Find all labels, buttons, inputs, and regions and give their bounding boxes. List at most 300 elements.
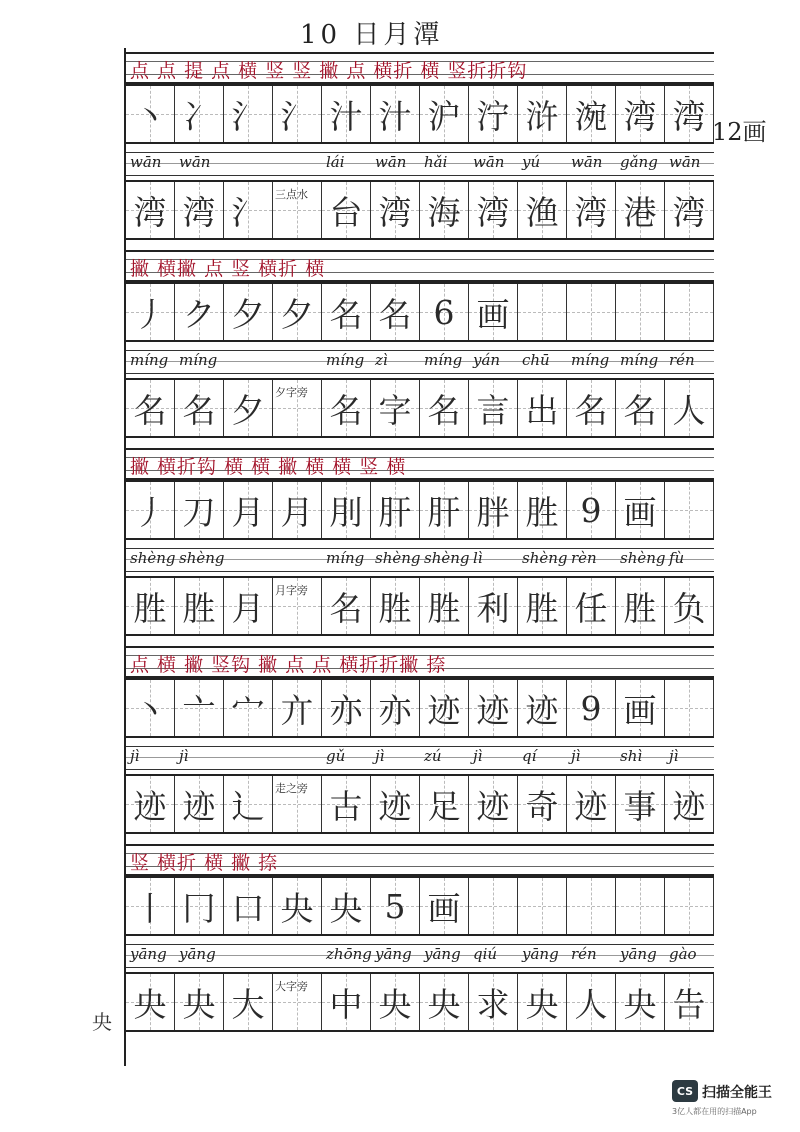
grid-cell: [322, 578, 371, 634]
word-char: 足: [427, 786, 461, 826]
pinyin-text: yāng: [375, 945, 412, 963]
word-char: 湾: [378, 192, 412, 232]
word-char: 求: [476, 984, 510, 1024]
radical-name-label: 夕字旁: [275, 386, 308, 399]
word-char: 夕: [231, 390, 265, 430]
pinyin-text: rén: [571, 945, 597, 963]
stroke-count-annotation: 12画: [712, 118, 767, 146]
grid-cell: [273, 974, 322, 1030]
margin-note: 央: [92, 1010, 112, 1034]
grid-cell: [224, 182, 273, 238]
grid-cell: [567, 578, 616, 634]
grid-cell: [175, 680, 224, 736]
grid-cell: [616, 182, 665, 238]
pinyin-text: jì: [375, 747, 385, 765]
progression-char: 丿: [133, 294, 167, 334]
grid-cell: [322, 380, 371, 436]
progression-char: 丿: [133, 492, 167, 532]
page-title: 10 日月潭: [300, 20, 444, 50]
grid-cell: [371, 182, 420, 238]
word-char: 奇: [525, 786, 559, 826]
word-char: 胜: [427, 588, 461, 628]
pinyin-text: yāng: [424, 945, 461, 963]
grid-cell: [126, 776, 175, 832]
pinyin-text: shèng: [375, 549, 421, 567]
progression-char: 月: [231, 492, 265, 532]
stroke-names: 撇 横折钩 横 横 撇 横 横 竖 横: [130, 456, 407, 478]
grid-cell: [126, 284, 175, 340]
word-char: 名: [182, 390, 216, 430]
pinyin-text: jì: [473, 747, 483, 765]
grid-cell: [126, 380, 175, 436]
grid-cell: [518, 680, 567, 736]
word-char: 央: [133, 984, 167, 1024]
stroke-progression-row: [126, 876, 714, 936]
word-char: 名: [133, 390, 167, 430]
grid-cell: [567, 380, 616, 436]
grid-cell: [175, 482, 224, 538]
grid-cell: [371, 380, 420, 436]
worksheet: [124, 48, 714, 1066]
progression-char: 月: [280, 492, 314, 532]
grid-cell: [665, 776, 714, 832]
grid-cell: [420, 974, 469, 1030]
grid-cell: [322, 182, 371, 238]
grid-cell: [273, 482, 322, 538]
progression-char: 浒: [525, 96, 559, 136]
pinyin-text: míng: [424, 351, 463, 369]
grid-cell: [126, 578, 175, 634]
grid-cell: [567, 974, 616, 1030]
radical-name-label: 走之旁: [275, 782, 308, 795]
grid-cell: [273, 878, 322, 934]
grid-cell: [665, 380, 714, 436]
grid-cell: [420, 482, 469, 538]
progression-char: 央: [280, 888, 314, 928]
pinyin-text: wān: [130, 153, 162, 171]
grid-cell: [518, 776, 567, 832]
grid-cell: [567, 878, 616, 934]
word-char: 央: [623, 984, 657, 1024]
pinyin-text: míng: [326, 549, 365, 567]
progression-char: 央: [329, 888, 363, 928]
grid-cell: [273, 380, 322, 436]
grid-cell: [371, 284, 420, 340]
word-char: 负: [672, 588, 706, 628]
grid-cell: [175, 86, 224, 142]
pinyin-text: wān: [179, 153, 211, 171]
pinyin-text: míng: [326, 351, 365, 369]
pinyin-text: yán: [473, 351, 501, 369]
word-char: 氵: [231, 192, 265, 232]
stroke-order-row: [126, 646, 714, 678]
grid-cell: [126, 680, 175, 736]
pinyin-text: yāng: [130, 945, 167, 963]
stroke-names: 竖 横折 横 撇 捺: [130, 852, 279, 874]
grid-cell: [469, 182, 518, 238]
pinyin-text: rèn: [571, 549, 597, 567]
pinyin-text: shèng: [424, 549, 470, 567]
progression-char: 肝: [427, 492, 461, 532]
pinyin-row: [126, 152, 714, 176]
grid-cell: [224, 776, 273, 832]
word-char: 央: [378, 984, 412, 1024]
word-practice-row: [126, 576, 714, 636]
pinyin-text: shì: [620, 747, 643, 765]
pinyin-text: míng: [130, 351, 169, 369]
grid-cell: [469, 482, 518, 538]
pinyin-text: míng: [571, 351, 610, 369]
radical-name-label: 大字旁: [275, 980, 308, 993]
progression-char: 刀: [182, 492, 216, 532]
word-char: 月: [231, 588, 265, 628]
grid-cell: [371, 482, 420, 538]
stroke-order-row: [126, 448, 714, 480]
progression-char: 夕: [231, 294, 265, 334]
word-char: 迹: [133, 786, 167, 826]
grid-cell: [616, 578, 665, 634]
grid-cell: [224, 878, 273, 934]
stroke-order-row: [126, 250, 714, 282]
stroke-names: 点 点 提 点 横 竖 竖 撇 点 横折 横 竖折折钩: [130, 60, 528, 82]
grid-cell: [665, 578, 714, 634]
pinyin-text: wān: [571, 153, 603, 171]
word-char: 迹: [476, 786, 510, 826]
progression-char: 画: [476, 294, 510, 334]
pinyin-text: zhōng: [326, 945, 372, 963]
grid-cell: [224, 578, 273, 634]
word-char: 央: [525, 984, 559, 1024]
grid-cell: [273, 182, 322, 238]
pinyin-text: jì: [179, 747, 189, 765]
pinyin-text: wān: [669, 153, 701, 171]
scanner-watermark: [672, 1080, 784, 1118]
progression-char: 亠: [182, 690, 216, 730]
grid-cell: [518, 86, 567, 142]
grid-cell: [322, 284, 371, 340]
grid-cell: [371, 86, 420, 142]
word-char: 港: [623, 192, 657, 232]
grid-cell: [469, 878, 518, 934]
grid-cell: [616, 680, 665, 736]
stroke-names: 撇 横撇 点 竖 横折 横: [130, 258, 326, 280]
pinyin-text: shèng: [522, 549, 568, 567]
grid-cell: [518, 974, 567, 1030]
grid-cell: [273, 776, 322, 832]
pinyin-text: jì: [669, 747, 679, 765]
progression-char: 6: [433, 292, 455, 332]
grid-cell: [518, 878, 567, 934]
grid-cell: [371, 878, 420, 934]
grid-cell: [175, 578, 224, 634]
grid-cell: [567, 482, 616, 538]
grid-cell: [469, 680, 518, 736]
word-char: 央: [427, 984, 461, 1024]
grid-cell: [175, 776, 224, 832]
word-char: 湾: [574, 192, 608, 232]
grid-cell: [518, 284, 567, 340]
progression-char: 9: [580, 688, 602, 728]
grid-cell: [469, 776, 518, 832]
pinyin-text: qiú: [473, 945, 498, 963]
word-char: 渔: [525, 192, 559, 232]
stroke-progression-row: [126, 282, 714, 342]
pinyin-row: [126, 944, 714, 968]
progression-char: 5: [384, 886, 406, 926]
pinyin-text: shèng: [130, 549, 176, 567]
grid-cell: [420, 680, 469, 736]
progression-char: 湾: [672, 96, 706, 136]
word-char: 言: [476, 390, 510, 430]
grid-cell: [371, 974, 420, 1030]
grid-cell: [371, 578, 420, 634]
grid-cell: [518, 182, 567, 238]
progression-char: 泞: [476, 96, 510, 136]
grid-cell: [567, 284, 616, 340]
progression-char: 冫: [182, 96, 216, 136]
grid-cell: [371, 680, 420, 736]
grid-cell: [616, 974, 665, 1030]
grid-cell: [126, 86, 175, 142]
grid-cell: [469, 380, 518, 436]
grid-cell: [175, 182, 224, 238]
progression-char: 画: [623, 690, 657, 730]
grid-cell: [126, 482, 175, 538]
pinyin-row: [126, 350, 714, 374]
grid-cell: [420, 86, 469, 142]
pinyin-text: yāng: [522, 945, 559, 963]
grid-cell: [126, 878, 175, 934]
pinyin-text: míng: [620, 351, 659, 369]
word-char: 字: [378, 390, 412, 430]
grid-cell: [518, 578, 567, 634]
pinyin-text: yāng: [620, 945, 657, 963]
pinyin-text: zú: [424, 747, 442, 765]
word-char: 海: [427, 192, 461, 232]
grid-cell: [322, 680, 371, 736]
progression-char: 迹: [476, 690, 510, 730]
word-char: 利: [476, 588, 510, 628]
grid-cell: [175, 878, 224, 934]
pinyin-text: shèng: [620, 549, 666, 567]
word-char: 出: [525, 390, 559, 430]
grid-cell: [518, 380, 567, 436]
pinyin-text: yāng: [179, 945, 216, 963]
scanner-app-name: 扫描全能王: [702, 1085, 772, 1101]
grid-cell: [224, 86, 273, 142]
pinyin-row: [126, 548, 714, 572]
pinyin-text: lái: [326, 153, 345, 171]
progression-char: 迹: [427, 690, 461, 730]
grid-cell: [567, 776, 616, 832]
word-practice-row: [126, 972, 714, 1032]
word-char: 古: [329, 786, 363, 826]
word-char: 央: [182, 984, 216, 1024]
word-char: 胜: [133, 588, 167, 628]
grid-cell: [567, 680, 616, 736]
pinyin-text: hǎi: [424, 153, 448, 171]
word-char: 名: [574, 390, 608, 430]
word-char: 名: [329, 390, 363, 430]
grid-cell: [273, 578, 322, 634]
grid-cell: [567, 182, 616, 238]
grid-cell: [420, 284, 469, 340]
stroke-progression-row: [126, 84, 714, 144]
pinyin-text: jì: [130, 747, 140, 765]
grid-cell: [665, 482, 714, 538]
pinyin-text: jì: [571, 747, 581, 765]
progression-char: 口: [231, 888, 265, 928]
word-char: 迹: [574, 786, 608, 826]
grid-cell: [567, 86, 616, 142]
grid-cell: [420, 380, 469, 436]
word-char: 湾: [672, 192, 706, 232]
grid-cell: [175, 380, 224, 436]
word-char: 告: [672, 984, 706, 1024]
progression-char: 氵: [231, 96, 265, 136]
word-practice-row: [126, 378, 714, 438]
word-char: 名: [427, 390, 461, 430]
progression-char: 画: [427, 888, 461, 928]
word-char: 胜: [182, 588, 216, 628]
pinyin-text: lì: [473, 549, 483, 567]
grid-cell: [616, 482, 665, 538]
grid-cell: [616, 284, 665, 340]
grid-cell: [665, 284, 714, 340]
word-char: 胜: [623, 588, 657, 628]
word-practice-row: [126, 180, 714, 240]
stroke-progression-row: [126, 480, 714, 540]
word-char: 名: [623, 390, 657, 430]
grid-cell: [322, 86, 371, 142]
progression-char: 名: [378, 294, 412, 334]
grid-cell: [175, 974, 224, 1030]
word-char: 名: [329, 588, 363, 628]
stroke-order-row: [126, 52, 714, 84]
grid-cell: [665, 86, 714, 142]
grid-cell: [420, 182, 469, 238]
progression-char: 亣: [280, 690, 314, 730]
grid-cell: [224, 284, 273, 340]
grid-cell: [224, 380, 273, 436]
pinyin-text: wān: [375, 153, 407, 171]
progression-char: 名: [329, 294, 363, 334]
pinyin-text: qí: [522, 747, 537, 765]
word-char: 迹: [672, 786, 706, 826]
progression-char: 丶: [133, 96, 167, 136]
progression-char: 丶: [133, 690, 167, 730]
grid-cell: [224, 974, 273, 1030]
word-char: 湾: [182, 192, 216, 232]
word-char: 迹: [378, 786, 412, 826]
grid-cell: [371, 776, 420, 832]
grid-cell: [273, 680, 322, 736]
pinyin-text: gǎng: [620, 153, 658, 171]
scanner-logo-icon: CS: [672, 1080, 698, 1102]
progression-char: 肝: [378, 492, 412, 532]
progression-char: 刖: [329, 492, 363, 532]
progression-char: 亦: [378, 690, 412, 730]
grid-cell: [273, 284, 322, 340]
scanner-tagline: 3亿人都在用的扫描App: [672, 1107, 757, 1116]
grid-cell: [322, 878, 371, 934]
pinyin-text: gào: [669, 945, 697, 963]
progression-char: 胜: [525, 492, 559, 532]
radical-name-label: 月字旁: [275, 584, 308, 597]
word-char: 任: [574, 588, 608, 628]
grid-cell: [322, 482, 371, 538]
pinyin-text: fù: [669, 549, 685, 567]
pinyin-text: wān: [473, 153, 505, 171]
word-char: 胜: [378, 588, 412, 628]
word-char: 台: [329, 192, 363, 232]
grid-cell: [469, 974, 518, 1030]
progression-char: 沪: [427, 96, 461, 136]
grid-cell: [224, 482, 273, 538]
progression-char: 亦: [329, 690, 363, 730]
grid-cell: [126, 182, 175, 238]
word-char: 湾: [133, 192, 167, 232]
grid-cell: [420, 578, 469, 634]
grid-cell: [665, 680, 714, 736]
progression-char: ク: [182, 294, 216, 334]
grid-cell: [175, 284, 224, 340]
stroke-order-row: [126, 844, 714, 876]
grid-cell: [469, 578, 518, 634]
word-char: 中: [329, 984, 363, 1024]
grid-cell: [518, 482, 567, 538]
progression-char: 涴: [574, 96, 608, 136]
grid-cell: [616, 878, 665, 934]
progression-char: 汁: [329, 96, 363, 136]
word-char: 事: [623, 786, 657, 826]
progression-char: 9: [580, 490, 602, 530]
word-char: 辶: [231, 786, 265, 826]
grid-cell: [469, 284, 518, 340]
word-char: 胜: [525, 588, 559, 628]
word-char: 迹: [182, 786, 216, 826]
grid-cell: [469, 86, 518, 142]
word-char: 人: [672, 390, 706, 430]
word-char: 人: [574, 984, 608, 1024]
progression-char: 冂: [182, 888, 216, 928]
word-char: 湾: [476, 192, 510, 232]
progression-char: 夕: [280, 294, 314, 334]
pinyin-text: yú: [522, 153, 541, 171]
grid-cell: [665, 878, 714, 934]
word-char: 大: [231, 984, 265, 1024]
word-practice-row: [126, 774, 714, 834]
pinyin-text: zì: [375, 351, 388, 369]
grid-cell: [420, 776, 469, 832]
grid-cell: [420, 878, 469, 934]
progression-char: 湾: [623, 96, 657, 136]
radical-name-label: 三点水: [275, 188, 308, 201]
grid-cell: [616, 776, 665, 832]
pinyin-text: rén: [669, 351, 695, 369]
progression-char: 迹: [525, 690, 559, 730]
stroke-progression-row: [126, 678, 714, 738]
grid-cell: [616, 380, 665, 436]
grid-cell: [224, 680, 273, 736]
grid-cell: [665, 974, 714, 1030]
grid-cell: [322, 776, 371, 832]
progression-char: 胖: [476, 492, 510, 532]
pinyin-row: [126, 746, 714, 770]
progression-char: 画: [623, 492, 657, 532]
grid-cell: [126, 974, 175, 1030]
progression-char: 宀: [231, 690, 265, 730]
